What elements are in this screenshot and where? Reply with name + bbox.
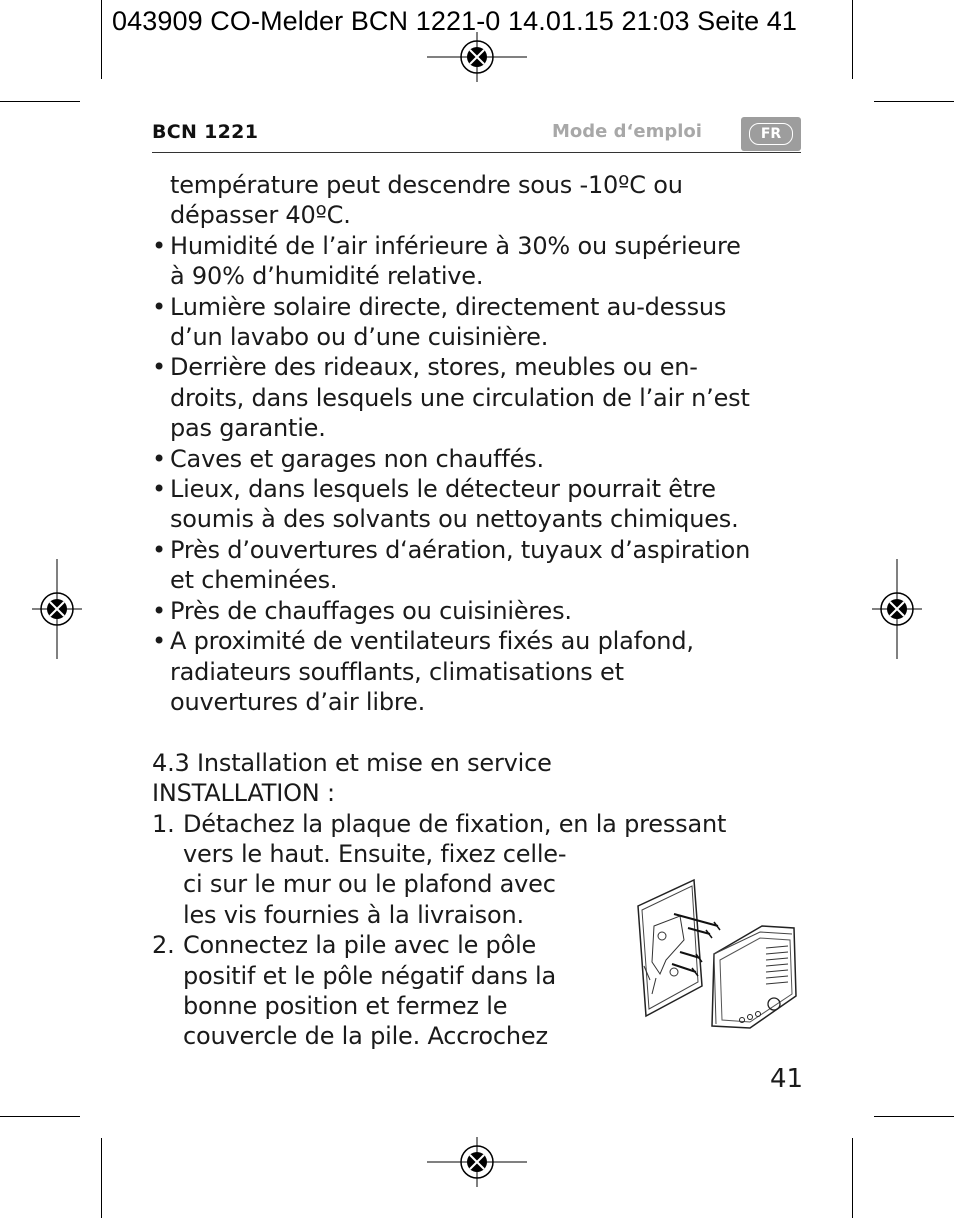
registration-target-icon <box>872 559 922 659</box>
crop-mark-bottom-right-h <box>874 1116 954 1117</box>
page-number: 41 <box>770 1064 804 1094</box>
bullet-line: et cheminées. <box>170 566 338 595</box>
bullet-line: radiateurs soufflants, climatisations et <box>170 657 624 686</box>
bullet-line: A proximité de ventilateurs fixés au plafond, <box>170 627 694 656</box>
crop-mark-top-left-v <box>101 0 102 79</box>
bullet-line: Lumière solaire directe, directement au-dessus <box>170 292 727 321</box>
section-heading: 4.3 Installation et mise en service <box>152 748 552 777</box>
bullet-item <box>152 352 812 443</box>
step-number: 1. <box>152 809 175 838</box>
bullet-icon: • <box>152 353 166 382</box>
bullet-line: Lieux, dans lesquels le détecteur pourrait être <box>170 475 716 504</box>
step-line: Détachez la plaque de fixation, en la pressant <box>183 809 727 838</box>
registration-target-icon <box>427 32 527 82</box>
step-line: couvercle de la pile. Accrochez <box>183 1022 548 1051</box>
step-line: positif et le pôle négatif dans la <box>183 961 557 990</box>
crop-mark-top-right-h <box>874 101 954 102</box>
bullet-line: Humidité de l’air inférieure à 30% ou supérieure <box>170 231 741 260</box>
language-badge <box>741 117 801 151</box>
print-slug: 043909 CO-Melder BCN 1221-0 14.01.15 21:03 Seite 41 <box>112 6 798 36</box>
crop-mark-top-right-v <box>852 0 853 79</box>
registration-target-icon <box>32 559 82 659</box>
bullet-line: d’un lavabo ou d’une cuisinière. <box>170 323 549 352</box>
bullet-line: droits, dans lesquels une circulation de l’air n’est <box>170 383 750 412</box>
bullet-item <box>152 474 812 535</box>
bullet-icon: • <box>152 596 166 625</box>
registration-target-icon <box>427 1137 527 1187</box>
bullet-item <box>152 231 812 292</box>
bullet-item <box>152 292 812 353</box>
step-line: Connectez la pile avec le pôle <box>183 931 537 960</box>
crop-mark-bottom-right-v <box>852 1138 853 1218</box>
bullet-item <box>152 626 812 717</box>
bullet-icon: • <box>152 475 166 504</box>
header-section: Mode d‘emploi <box>552 121 702 142</box>
bullet-line: Caves et garages non chauffés. <box>170 444 544 473</box>
header-model: BCN 1221 <box>152 121 259 143</box>
section-subheading: INSTALLATION : <box>152 779 335 808</box>
bullet-line: soumis à des solvants ou nettoyants chimiques. <box>170 505 739 534</box>
bullet-item <box>152 535 812 596</box>
step-line: bonne position et fermez le <box>183 991 508 1020</box>
paragraph-gap <box>152 717 812 747</box>
bullet-line: Près d’ouvertures d‘aération, tuyaux d’aspiration <box>170 535 751 564</box>
bullet-item <box>152 596 812 626</box>
bullet-icon: • <box>152 292 166 321</box>
language-badge-label: FR <box>749 123 793 145</box>
crop-mark-bottom-left-v <box>101 1138 102 1218</box>
bullet-icon: • <box>152 231 166 260</box>
crop-mark-top-left-h <box>0 101 80 102</box>
step-line: vers le haut. Ensuite, fixez celle- <box>183 839 567 868</box>
bullet-line: Derrière des rideaux, stores, meubles ou en- <box>170 353 698 382</box>
crop-mark-bottom-left-h <box>0 1116 80 1117</box>
bullet-item <box>152 444 812 474</box>
bullet-line: à 90% d’humidité relative. <box>170 262 484 291</box>
step-number: 2. <box>152 931 175 960</box>
bullet-line: Près de chauffages ou cuisinières. <box>170 596 572 625</box>
bullet-icon: • <box>152 535 166 564</box>
detector-mounting-illustration <box>632 876 802 1041</box>
bullet-icon: • <box>152 627 166 656</box>
step-line: ci sur le mur ou le plafond avec <box>183 870 556 899</box>
bullet-line: pas garantie. <box>170 414 326 443</box>
bullet-line: ouvertures d’air libre. <box>170 687 426 716</box>
step-line: les vis fournies à la livraison. <box>183 900 524 929</box>
continued-line: dépasser 40ºC. <box>170 201 351 230</box>
bullet-icon: • <box>152 444 166 473</box>
continued-line: température peut descendre sous -10ºC ou <box>170 171 683 199</box>
header-rule <box>152 152 801 153</box>
